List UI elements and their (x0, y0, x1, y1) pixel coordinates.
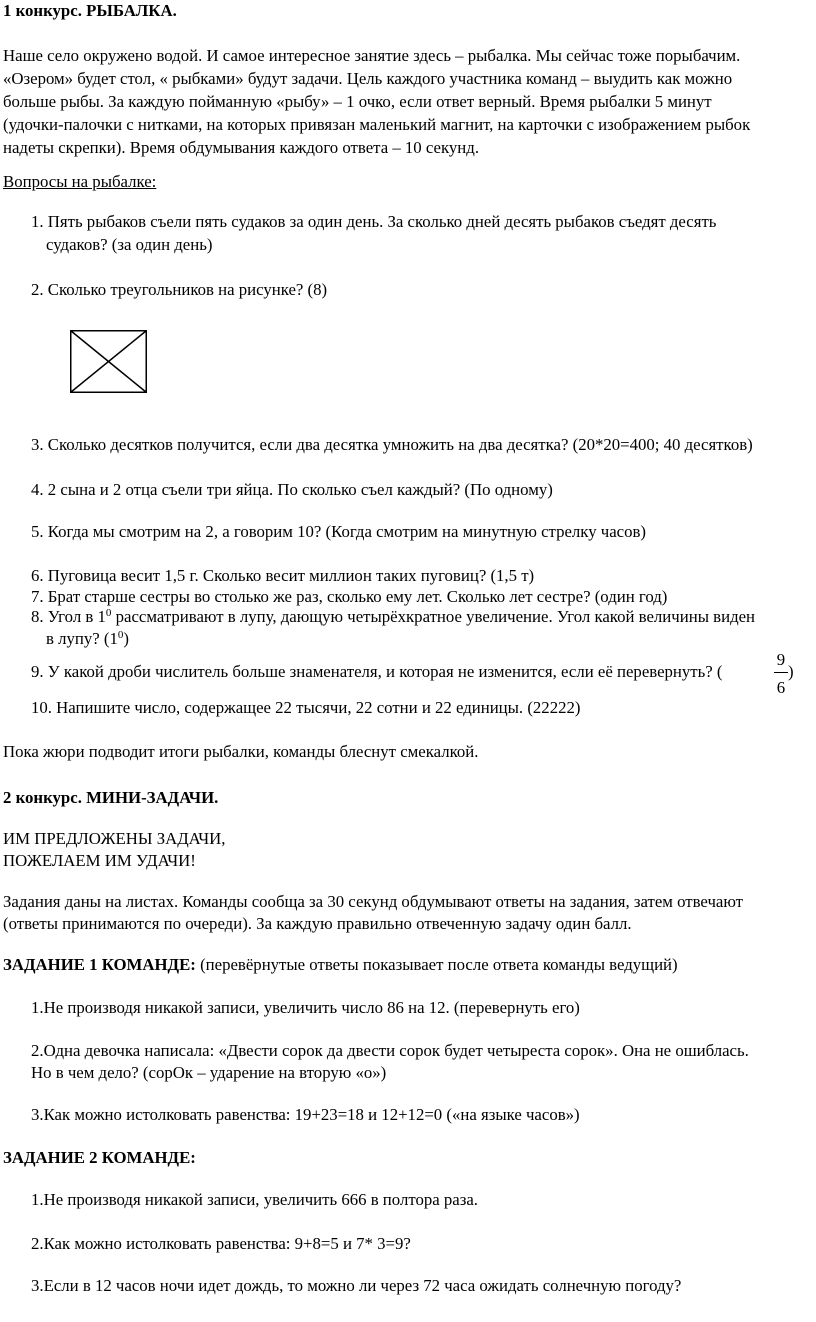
question-8-line-2 (46, 627, 810, 651)
team1-note: (перевёрнутые ответы показывает после ответа команды ведущий) (195, 955, 678, 974)
intro-line-2: «Озером» будет стол, « рыбками» будут задачи. Цель каждого участника команд – выудить как можно (3, 69, 733, 88)
degree-sup-2: 0 (117, 629, 124, 641)
question-9 (31, 660, 810, 684)
intro-line-3: больше рыбы. За каждую пойманную «рыбу» – 1 очко, если ответ верный. Время рыбалки 5 минут (3, 92, 712, 111)
degree-sup: 0 (105, 607, 112, 619)
question-10: 10. Напишите число, содержащее 22 тысячи, 22 сотни и 22 единицы. (22222) (31, 698, 581, 717)
motto-line-1: ИМ ПРЕДЛОЖЕНЫ ЗАДАЧИ, (3, 829, 226, 848)
question-3: 3. Сколько десятков получится, если два десятка умножить на два десятка? (20*20=400; 40 десятков) (31, 435, 753, 454)
rules-line-1: Задания даны на листах. Команды сообща за 30 секунд обдумывают ответы на задания, затем отвечают (3, 892, 744, 911)
question-5: 5. Когда мы смотрим на 2, а говорим 10? (Когда смотрим на минутную стрелку часов) (31, 522, 647, 541)
fraction-bar (774, 672, 788, 673)
question-7: 7. Брат старше сестры во столько же раз, сколько ему лет. Сколько лет сестре? (один год) (31, 587, 668, 606)
q9-text: 9. У какой дроби числитель больше знаменателя, и которая не изменится, если её перевернуть? ( (31, 662, 723, 681)
contest1-outro: Пока жюри подводит итоги рыбалки, команды блеснут смекалкой. (3, 742, 479, 761)
team2-task-heading: ЗАДАНИЕ 2 КОМАНДЕ: (3, 1148, 196, 1167)
q8-text-b: рассматривают в лупу, дающую четырёхкратное увеличение. Угол какой величины виден (111, 607, 756, 626)
question-1-line-1: 1. Пять рыбаков съели пять судаков за один день. За сколько дней десять рыбаков съедят десять (31, 212, 717, 231)
q8-line2-text-b: ) (123, 629, 129, 648)
rules-line-2: (ответы принимаются по очереди). За каждую правильно отвеченную задачу один балл. (3, 914, 632, 933)
question-4: 4. 2 сына и 2 отца съели три яйца. По сколько съел каждый? (По одному) (31, 480, 553, 499)
question-2: 2. Сколько треугольников на рисунке? (8) (31, 280, 328, 299)
team2-task-2: 2.Как можно истолковать равенства: 9+8=5 и 7* 3=9? (31, 1234, 411, 1253)
fraction-numerator: 9 (776, 650, 786, 669)
team1-task-3: 3.Как можно истолковать равенства: 19+23=18 и 12+12=0 («на языке часов») (31, 1105, 580, 1124)
question-1-line-2: судаков? (за один день) (46, 235, 213, 254)
intro-line-1: Наше село окружено водой. И самое интересное занятие здесь – рыбалка. Мы сейчас тоже порыбачим. (3, 46, 741, 65)
team1-task-2-line-2: Но в чем дело? (сорОк – ударение на вторую «о») (31, 1063, 387, 1082)
intro-line-5: надеты скрепки). Время обдумывания каждого ответа – 10 секунд. (3, 138, 480, 157)
team1-task-1: 1.Не производя никакой записи, увеличить число 86 на 12. (перевернуть его) (31, 998, 580, 1017)
triangles-figure (70, 330, 147, 393)
intro-line-4: (удочки-палочки с нитками, на которых привязан маленький магнит, на карточки с изображением рыбок (3, 115, 751, 134)
team1-task-2-line-1: 2.Одна девочка написала: «Двести сорок да двести сорок будет четыреста сорок». Она не ошиблась. (31, 1041, 749, 1060)
contest2-heading: 2 конкурс. МИНИ-ЗАДАЧИ. (3, 788, 219, 807)
team2-task-3: 3.Если в 12 часов ночи идет дождь, то можно ли через 72 часа ожидать солнечную погоду? (31, 1276, 682, 1295)
fraction-denominator: 6 (776, 678, 786, 697)
team1-task-heading (3, 953, 810, 977)
q9-close-paren: ) (788, 662, 794, 681)
team2-task-1: 1.Не производя никакой записи, увеличить 666 в полтора раза. (31, 1190, 478, 1209)
q8-line2-text-a: в лупу? (1 (46, 629, 118, 648)
team1-label: ЗАДАНИЕ 1 КОМАНДЕ: (3, 955, 196, 974)
q8-text-a: 8. Угол в 1 (31, 607, 106, 626)
question-8-line-1 (31, 605, 810, 629)
question-6: 6. Пуговица весит 1,5 г. Сколько весит миллион таких пуговиц? (1,5 т) (31, 566, 535, 585)
questions-title: Вопросы на рыбалке: (3, 172, 157, 191)
contest1-heading: 1 конкурс. РЫБАЛКА. (3, 1, 177, 20)
motto-line-2: ПОЖЕЛАЕМ ИМ УДАЧИ! (3, 851, 196, 870)
